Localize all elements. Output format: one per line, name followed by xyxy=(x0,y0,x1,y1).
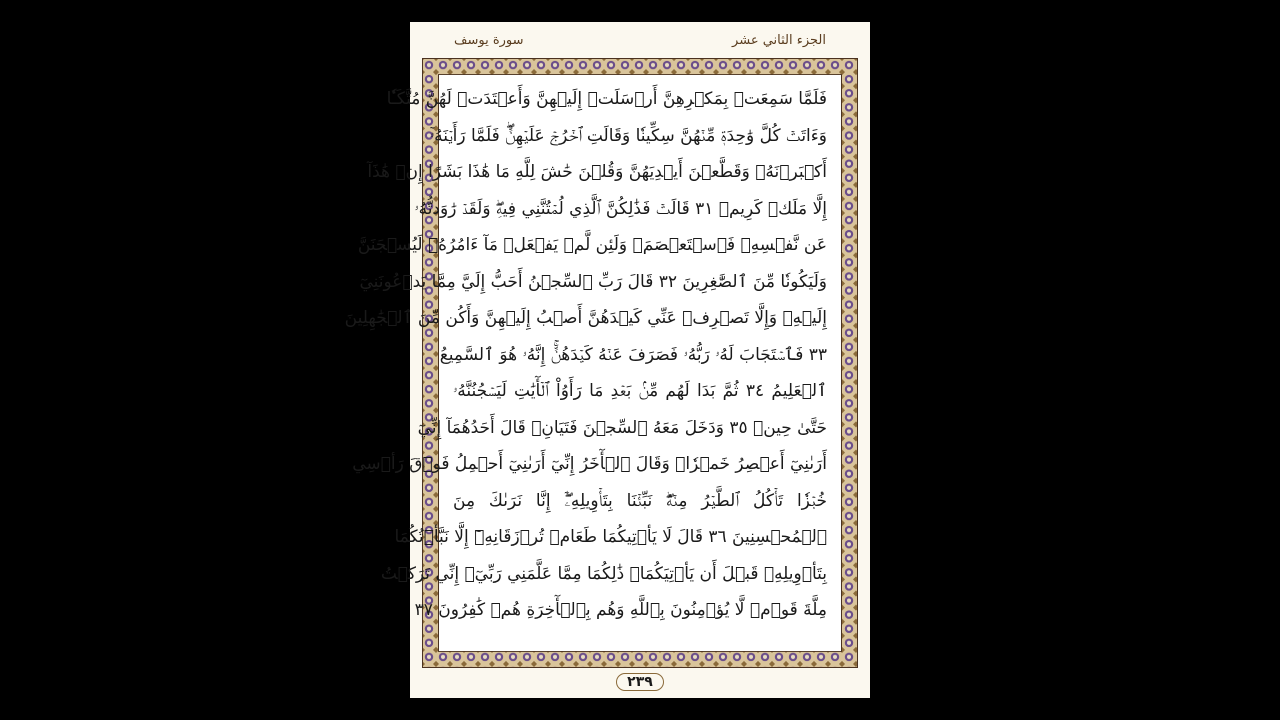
verse-line: مِلَّةَ قَوۡمٖ لَّا يُؤۡمِنُونَ بِٱللَّهِ وَهُم بِٱلۡأٓخِرَةِ هُمۡ كَٰفِرُونَ ٣٧ xyxy=(414,600,827,620)
verse-line: إِلَيۡهِۖ وَإِلَّا تَصۡرِفۡ عَنِّي كَيۡدَهُنَّ أَصۡبُ إِلَيۡهِنَّ وَأَكُن مِّنَ ٱلۡجَٰهِلِينَ xyxy=(344,308,827,328)
verse-line: خُبۡزٗا تَأۡكُلُ ٱلطَّيۡرُ مِنۡهُۖ نَبِّئۡنَا بِتَأۡوِيلِهِۦٓۖ إِنَّا نَرَىٰكَ مِنَ xyxy=(453,490,827,511)
page-number: ٢٣٩ xyxy=(616,673,664,691)
verse-line: ٱلۡعَلِيمُ ٣٤ ثُمَّ بَدَا لَهُم مِّنۢ بَعۡدِ مَا رَأَوُاْ ٱلۡأٓيَٰتِ لَيَسۡجُنُنَّهُۥ xyxy=(453,381,827,401)
verse-line: ٱلۡمُحۡسِنِينَ ٣٦ قَالَ لَا يَأۡتِيكُمَا طَعَامٞ تُرۡزَقَانِهِۦٓ إِلَّا نَبَّأۡتُكُمَا xyxy=(394,527,827,547)
page-header xyxy=(422,26,858,54)
verse-line: حَتَّىٰ حِينٖ ٣٥ وَدَخَلَ مَعَهُ ٱلسِّجۡنَ فَتَيَانِۖ قَالَ أَحَدُهُمَآ إِنِّيٓ xyxy=(417,417,827,438)
verse-line: ٣٣ فَٱسۡتَجَابَ لَهُۥ رَبُّهُۥ فَصَرَفَ عَنۡهُ كَيۡدَهُنَّۚ إِنَّهُۥ هُوَ ٱلسَّمِيعُ xyxy=(439,344,827,365)
verse-line: وَلَيَكُونٗا مِّنَ ٱلصَّٰغِرِينَ ٣٢ قَالَ رَبِّ ٱلسِّجۡنُ أَحَبُّ إِلَيَّ مِمَّا يَدۡعُونَنِيٓ xyxy=(359,271,827,292)
juz-label: الجزء الثاني عشر xyxy=(726,31,832,50)
mushaf-page xyxy=(344,22,870,698)
verse-line: فَلَمَّا سَمِعَتۡ بِمَكۡرِهِنَّ أَرۡسَلَتۡ إِلَيۡهِنَّ وَأَعۡتَدَتۡ لَهُنَّ مُتَّكَـٔٗا xyxy=(386,89,827,109)
verse-line: إِلَّا مَلَكٞ كَرِيمٞ ٣١ قَالَتۡ فَذَٰلِكُنَّ ٱلَّذِي لُمۡتُنَّنِي فِيهِۖ وَلَقَدۡ رَٰوَدتُّهُۥ xyxy=(414,198,827,219)
page-footer xyxy=(410,670,870,694)
verse-line: عَن نَّفۡسِهِۦ فَٱسۡتَعۡصَمَۖ وَلَئِن لَّمۡ يَفۡعَلۡ مَآ ءَامُرُهُۥ لَيُسۡجَنَنَّ xyxy=(357,235,827,255)
verse-line: وَءَاتَتۡ كُلَّ وَٰحِدَةٖ مِّنۡهُنَّ سِكِّينٗا وَقَالَتِ ٱخۡرُجۡ عَلَيۡهِنَّۖ فَلَمَّا رَأَيۡنَهُۥٓ xyxy=(429,125,827,146)
surah-label: سورة يوسف xyxy=(448,31,530,50)
verse-line: بِتَأۡوِيلِهِۦ قَبۡلَ أَن يَأۡتِيَكُمَاۚ ذَٰلِكُمَا مِمَّا عَلَّمَنِي رَبِّيٓۚ إِنِّي تَرَكۡتُ xyxy=(380,563,827,584)
verse-line: أَكۡبَرۡنَهُۥ وَقَطَّعۡنَ أَيۡدِيَهُنَّ وَقُلۡنَ حَٰشَ لِلَّهِ مَا هَٰذَا بَشَرًا إِنۡ هَٰذَآ xyxy=(367,162,827,182)
verse-line: أَرَىٰنِيٓ أَعۡصِرُ خَمۡرٗاۖ وَقَالَ ٱلۡأٓخَرُ إِنِّيٓ أَرَىٰنِيٓ أَحۡمِلُ فَوۡقَ رَأۡسِي xyxy=(352,454,827,474)
verse-text-panel xyxy=(344,75,841,651)
